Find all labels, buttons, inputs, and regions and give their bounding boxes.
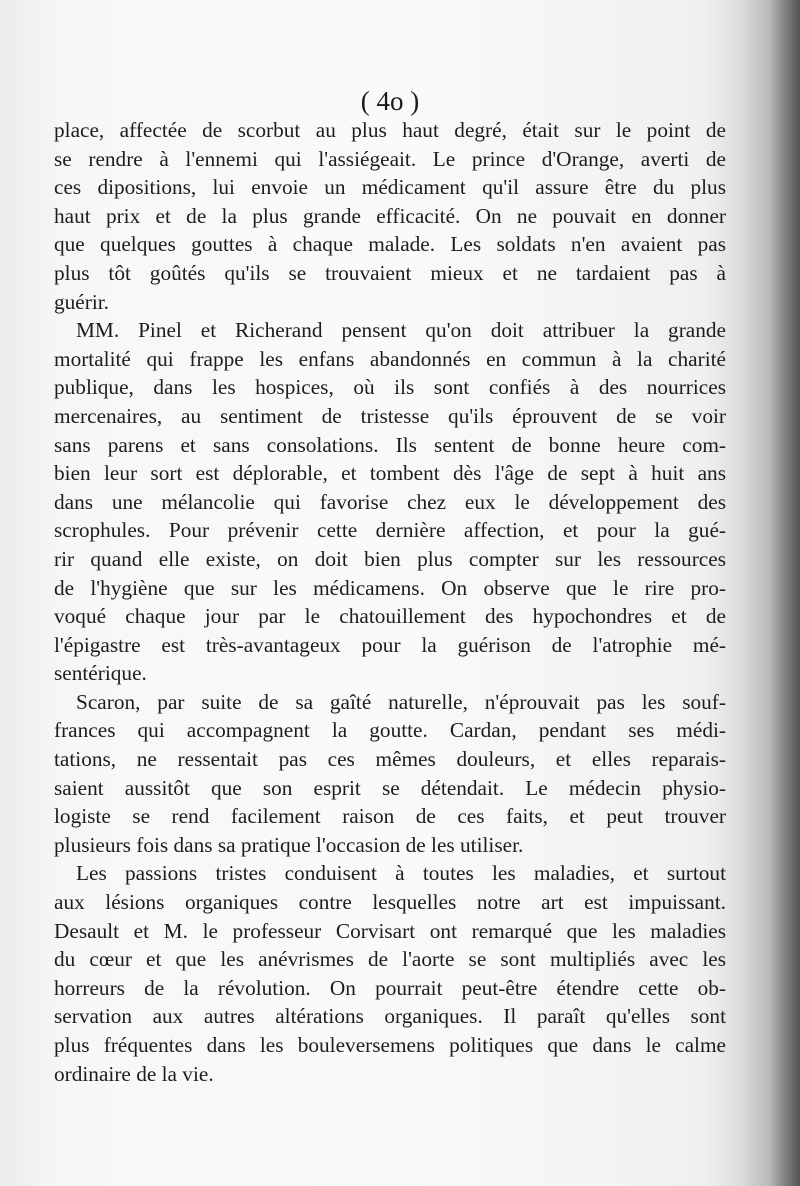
- text-line: saient aussitôt que son esprit se détendait. Le médecin physio-: [54, 775, 726, 800]
- text-line: que quelques gouttes à chaque malade. Les soldats n'en avaient pas: [54, 232, 726, 257]
- text-line: ordinaire de la vie.: [54, 1061, 214, 1086]
- text-line: sans parens et sans consolations. Ils sentent de bonne heure com-: [54, 432, 726, 457]
- text-line: bien leur sort est déplorable, et tombent dès l'âge de sept à huit ans: [54, 461, 726, 486]
- text-line: mercenaires, au sentiment de tristesse qu'ils éprouvent de se voir: [54, 403, 726, 428]
- text-line: Les passions tristes conduisent à toutes les maladies, et surtout: [76, 861, 726, 886]
- text-line: rir quand elle existe, on doit bien plus compter sur les ressources: [54, 546, 726, 571]
- text-line: sentérique.: [54, 661, 147, 686]
- text-line: plus tôt goûtés qu'ils se trouvaient mieux et ne tardaient pas à: [54, 260, 726, 285]
- paragraph: [54, 688, 726, 860]
- text-line: publique, dans les hospices, où ils sont confiés à des nourrices: [54, 375, 726, 400]
- text-line: mortalité qui frappe les enfans abandonnés en commun à la charité: [54, 346, 726, 371]
- text-line: ces dipositions, lui envoie un médicament qu'il assure être du plus: [54, 175, 726, 200]
- text-line: logiste se rend facilement raison de ces faits, et peut trouver: [54, 804, 726, 829]
- text-line: scrophules. Pour prévenir cette dernière affection, et pour la gué-: [54, 518, 726, 543]
- text-line: l'épigastre est très-avantageux pour la guérison de l'atrophie mé-: [54, 632, 726, 657]
- text-line: horreurs de la révolution. On pourrait peut-être étendre cette ob-: [54, 975, 726, 1000]
- text-line: haut prix et de la plus grande efficacité. On ne pouvait en donner: [54, 203, 726, 228]
- text-line: Scaron, par suite de sa gaîté naturelle, n'éprouvait pas les souf-: [76, 689, 726, 714]
- text-line: servation aux autres altérations organiques. Il paraît qu'elles sont: [54, 1004, 726, 1029]
- text-line: aux lésions organiques contre lesquelles notre art est impuissant.: [54, 890, 726, 915]
- paragraph: [54, 859, 726, 1088]
- body-text: [54, 116, 726, 1088]
- text-line: Desault et M. le professeur Corvisart ont remarqué que les maladies: [54, 918, 726, 943]
- text-line: plus fréquentes dans les bouleversemens politiques que dans le calme: [54, 1033, 726, 1057]
- text-line: guérir.: [54, 289, 109, 314]
- text-line: se rendre à l'ennemi qui l'assiégeait. Le prince d'Orange, averti de: [54, 146, 726, 171]
- text-line: plusieurs fois dans sa pratique l'occasion de les utiliser.: [54, 832, 524, 857]
- page-gutter-shadow: [740, 0, 800, 1186]
- text-line: du cœur et que les anévrismes de l'aorte se sont multipliés avec les: [54, 947, 726, 972]
- text-line: MM. Pinel et Richerand pensent qu'on doit attribuer la grande: [76, 318, 726, 343]
- text-line: dans une mélancolie qui favorise chez eux le développement des: [54, 489, 726, 514]
- paragraph: [54, 316, 726, 688]
- paragraph: [54, 116, 726, 316]
- page-number: ( 4o ): [360, 86, 420, 116]
- text-line: frances qui accompagnent la goutte. Cardan, pendant ses médi-: [54, 718, 726, 743]
- text-line: tations, ne ressentait pas ces mêmes douleurs, et elles reparais-: [54, 747, 726, 772]
- text-line: place, affectée de scorbut au plus haut degré, était sur le point de: [54, 118, 726, 142]
- text-line: voqué chaque jour par le chatouillement des hypochondres et de: [54, 604, 726, 629]
- text-line: de l'hygiène que sur les médicamens. On observe que le rire pro-: [54, 575, 726, 600]
